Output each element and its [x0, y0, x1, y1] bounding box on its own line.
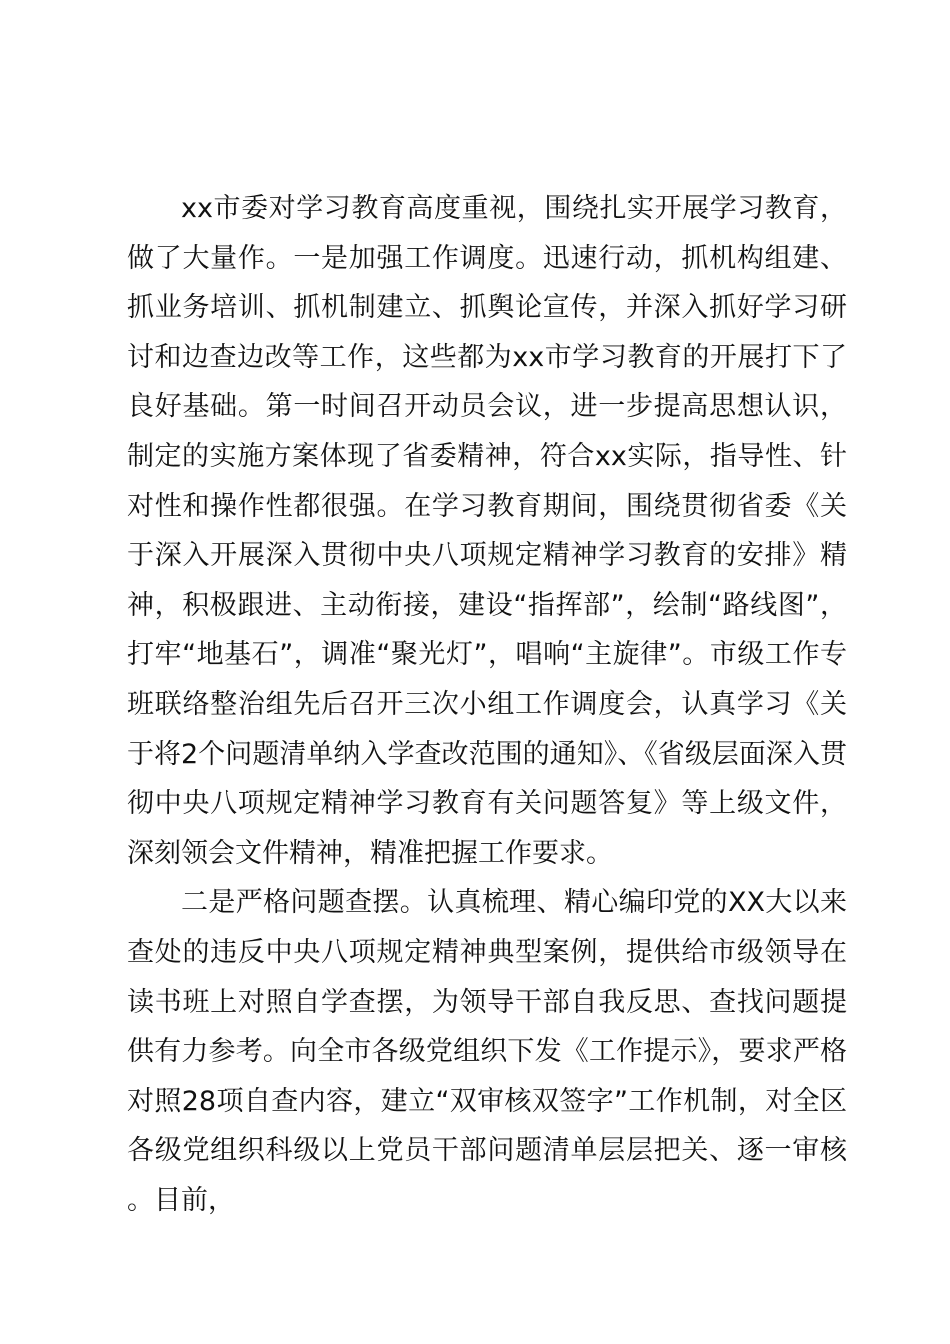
paragraph-1: xx市委对学习教育高度重视，围绕扎实开展学习教育，做了大量作。一是加强工作调度。迅速行动，抓机构组建、抓业务培训、抓机制建立、抓舆论宣传，并深入抓好学习研讨和边查边改等工作，这些都为xx市学习教育的开展打下了良好基础。第一时间召开动员会议，进一步提高思想认识，制定的实施方案体现了省委精神，符合xx实际，指导性、针对性和操作性都很强。在学习教育期间，围绕贯彻省委《关于深入开展深入贯彻中央八项规定精神学习教育的安排》精神，积极跟进、主动衔接，建设“指挥部”，绘制“路线图”，打牢“地基石”，调准“聚光灯”，唱响“主旋律”。市级工作专班联络整治组先后召开三次小组工作调度会，认真学习《关于将2个问题清单纳入学查改范围的通知》、《省级层面深入贯彻中央八项规定精神学习教育有关问题答复》等上级文件，深刻领会文件精神，精准把握工作要求。 — [127, 193, 847, 869]
paragraph-2: 二是严格问题查摆。认真梳理、精心编印党的XX大以来查处的违反中央八项规定精神典型案例，提供给市级领导在读书班上对照自学查摆，为领导干部自我反思、查找问题提供有力参考。向全市各级党组织下发《工作提示》，要求严格对照28项自查内容，建立“双审核双签字”工作机制，对全区各级党组织科级以上党员干部问题清单层层把关、逐一审核。目前， — [127, 887, 847, 1216]
document-body — [127, 184, 847, 1225]
